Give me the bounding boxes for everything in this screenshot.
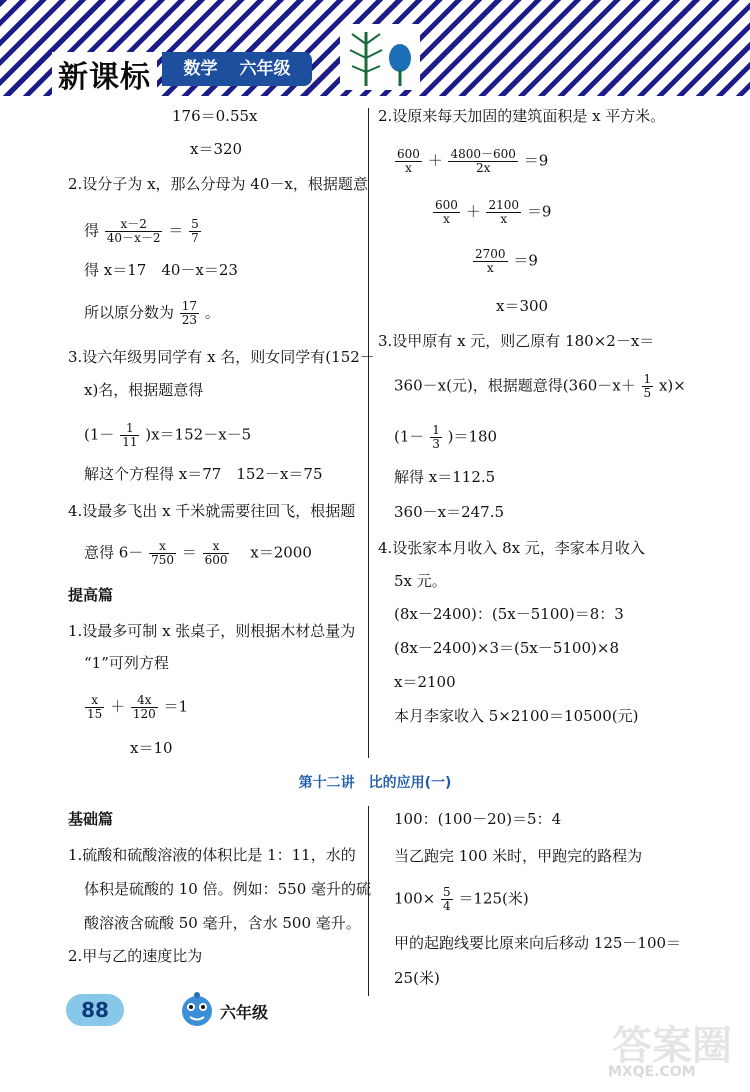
section-heading-advanced: 提高篇 (68, 586, 114, 604)
denominator: 600 (204, 553, 228, 567)
solution-text: 当乙跑完 100 米时，甲跑完的路程为 (394, 847, 643, 865)
numerator: 2700 (475, 247, 506, 261)
lecture-title: 第十二讲 比的应用(一) (298, 775, 452, 791)
equation-line (472, 248, 538, 275)
denominator: 11 (122, 435, 138, 449)
column-divider-lower (368, 806, 369, 996)
solution-line: 本月李家收入 5×2100＝10500(元) (394, 707, 639, 725)
solution-line: x＝10 (130, 739, 173, 757)
subject-band (162, 52, 312, 86)
numerator: 4800－600 (450, 147, 516, 161)
equation-text: 意得 6－ (84, 543, 144, 562)
equation-line (394, 886, 529, 913)
equation-text: ＋ (427, 151, 443, 170)
solution-line: 360－x＝247.5 (394, 503, 505, 521)
brand-title: 新课标 (52, 52, 157, 96)
problem-2-text: 2.设分子为 x，那么分母为 40－x，根据题意 (68, 175, 368, 193)
advanced-equation (84, 694, 188, 721)
fraction (448, 148, 517, 175)
denominator: x (405, 161, 412, 175)
problem-4-text: 5x 元。 (394, 572, 447, 590)
solution-line: 解这个方程得 x＝77 152－x＝75 (84, 465, 323, 483)
fraction (149, 540, 176, 567)
denominator: 15 (87, 707, 103, 721)
problem-2-text: 2.设原来每天加固的建筑面积是 x 平方米。 (378, 107, 666, 125)
page-number: 88 (66, 994, 124, 1026)
denominator: x (443, 212, 450, 226)
denominator: 7 (191, 231, 199, 245)
denominator: 5 (643, 386, 652, 400)
fraction (180, 300, 199, 327)
equation-text: ＝9 (523, 151, 549, 170)
problem-text: 360－x(元)，根据题意得(360－x＋ (394, 376, 636, 395)
basic-problem-text: 体积是硫酸的 10 倍。例如：550 毫升的硫 (84, 880, 372, 898)
solution-line: x＝300 (496, 297, 549, 315)
basic-problem-text: 酸溶液含硫酸 50 毫升，含水 500 毫升。 (84, 914, 361, 932)
problem-3-text: 3.设六年级男同学有 x 名，则女同学有(152－ (68, 348, 375, 366)
advanced-problem-text: 1.设最多可制 x 张桌子，则根据木材总量为 (68, 622, 356, 640)
numerator: 2100 (488, 198, 520, 212)
problem-text: x)× (658, 376, 686, 395)
equation-line: 100：(100－20)＝5：4 (394, 810, 562, 828)
denominator: 750 (151, 553, 174, 567)
problem-4-text: 4.设张家本月收入 8x 元，李家本月收入 (378, 539, 645, 557)
solution-text: 甲的起跑线要比原来向后移动 125－100＝ (394, 934, 682, 952)
fraction (189, 218, 201, 245)
equation-line: (8x－2400)×3＝(5x－5100)×8 (394, 639, 619, 657)
basic-problem-text: 2.甲与乙的速度比为 (68, 947, 203, 965)
numerator: 600 (397, 147, 420, 161)
equation-line (432, 199, 551, 226)
equation-line: (8x－2400)：(5x－5100)＝8：3 (394, 605, 624, 623)
fraction (85, 694, 104, 721)
equation-text: (1－ (394, 427, 425, 446)
watermark-text: 答案圈 (612, 1023, 732, 1069)
solution-text: 25(米) (394, 969, 440, 987)
solution-line (84, 300, 220, 327)
numerator: x (203, 540, 230, 554)
denominator: x (486, 261, 494, 275)
equation-line (394, 424, 497, 451)
solution-text: 。 (204, 303, 220, 322)
numerator: 1 (120, 422, 139, 436)
solution-line: 解得 x＝112.5 (394, 468, 496, 486)
denominator: 2x (476, 161, 491, 175)
footer-grade: 六年级 (220, 1003, 269, 1022)
fraction (131, 694, 158, 721)
fraction (486, 199, 521, 226)
problem-2-equation (84, 218, 202, 245)
fraction (473, 248, 508, 275)
problem-3-text: x)名，根据题意得 (84, 381, 204, 399)
equation-text: ＝125(米) (458, 889, 529, 908)
equation-text: ＋ (110, 697, 126, 716)
numerator: 4x (131, 694, 158, 708)
denominator: 4 (442, 899, 451, 913)
problem-4-text: 4.设最多飞出 x 千米就需要往回飞，根据题 (68, 502, 356, 520)
solution-line: x＝2100 (394, 673, 456, 691)
equation-text: 得 (84, 221, 100, 240)
problem-3-text (394, 373, 686, 400)
fraction (441, 886, 453, 913)
equation-text: )x＝152－x－5 (145, 425, 252, 444)
solution-line: 得 x＝17 40－x＝23 (84, 261, 238, 279)
numerator: 5 (191, 217, 199, 231)
equation-text: (1－ (84, 425, 115, 444)
numerator: 600 (435, 198, 458, 212)
fraction (433, 199, 460, 226)
equation-text: ＝ (181, 543, 197, 562)
numerator: 5 (442, 885, 451, 899)
equation-text: 100× (394, 889, 436, 908)
header-banner (0, 0, 750, 96)
fraction (203, 540, 230, 567)
equation-text: ＝9 (526, 202, 552, 221)
solution-text: 所以原分数为 (84, 303, 175, 322)
fraction (105, 218, 163, 245)
equation-text: ＋ (465, 202, 481, 221)
problem-3-text: 3.设甲原有 x 元，则乙原有 180×2－x＝ (378, 332, 655, 350)
denominator: 40－x－2 (106, 231, 161, 245)
equation-text: ＝1 (163, 697, 189, 716)
basic-problem-text: 1.硫酸和硫酸溶液的体积比是 1：11，水的 (68, 846, 356, 864)
grade-label: 六年级 (239, 59, 291, 79)
fraction (395, 148, 422, 175)
denominator: 120 (132, 707, 156, 721)
equation-line: x＝320 (190, 140, 243, 158)
denominator: x (500, 212, 508, 226)
equation-line (394, 148, 548, 175)
numerator: 1 (643, 372, 652, 386)
subject-label: 数学 (183, 59, 218, 79)
column-divider (368, 108, 369, 758)
numerator: x (149, 540, 176, 554)
problem-4-equation (84, 540, 312, 567)
problem-3-equation (84, 422, 251, 449)
equation-text: )＝180 (447, 427, 498, 446)
mascot-icon (178, 990, 216, 1028)
numerator: x (85, 694, 104, 708)
denominator: 3 (432, 437, 440, 451)
watermark-logo (608, 1014, 736, 1086)
equation-text: ＝9 (513, 251, 538, 270)
section-heading-basic: 基础篇 (68, 810, 114, 828)
equation-text: ＝ (168, 221, 184, 240)
advanced-problem-text: “1”可列方程 (84, 654, 169, 672)
equation-text: x＝2000 (235, 543, 312, 562)
tree-icon (340, 24, 420, 90)
fraction (120, 422, 139, 449)
numerator: 17 (181, 299, 198, 313)
watermark-url: MXQE.COM (608, 1064, 696, 1080)
equation-line: 176＝0.55x (172, 107, 258, 125)
fraction (430, 424, 442, 451)
fraction (642, 373, 654, 400)
denominator: 23 (181, 313, 198, 327)
numerator: 1 (432, 423, 440, 437)
numerator: x－2 (105, 218, 163, 232)
